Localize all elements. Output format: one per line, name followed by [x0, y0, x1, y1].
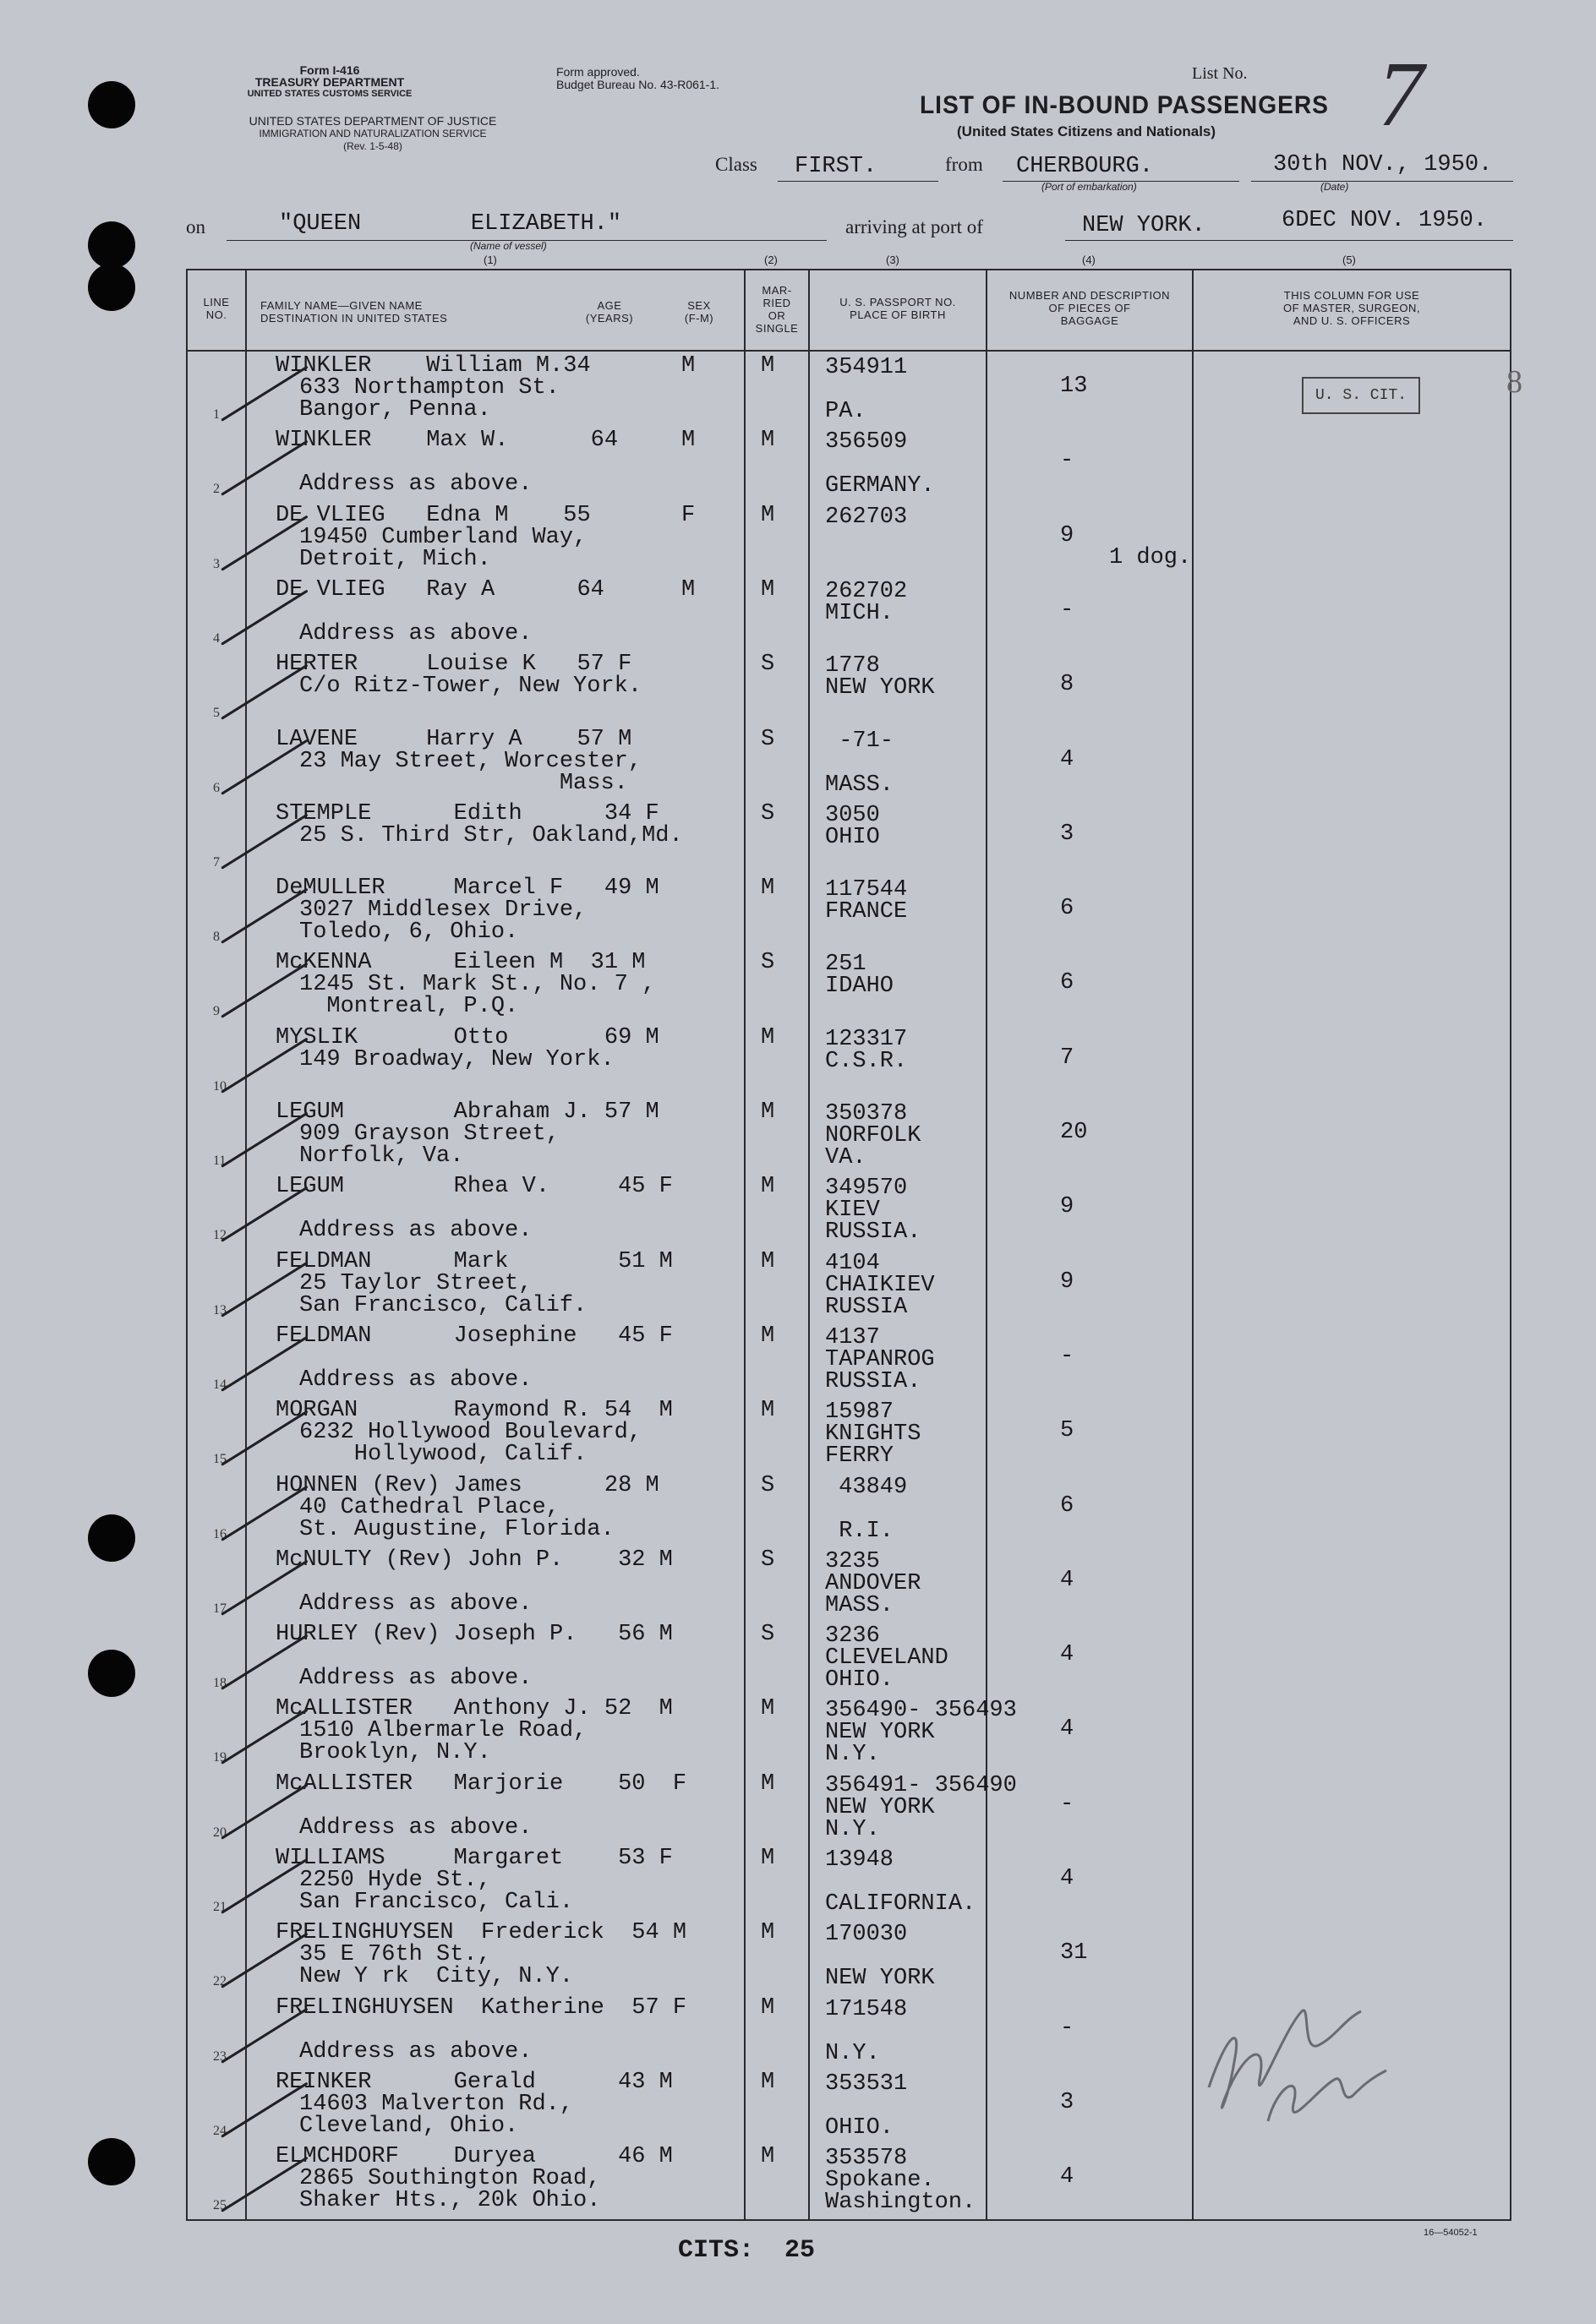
address-line: 3027 Middlesex Drive, — [299, 897, 588, 923]
arrival-port-underline — [1065, 240, 1276, 241]
passenger-name: MORGAN Raymond R. 54 M — [276, 1398, 673, 1423]
birthplace-line: FERRY — [825, 1443, 894, 1469]
check-mark — [221, 366, 308, 422]
address-line: 149 Broadway, New York. — [299, 1047, 615, 1072]
address-line: Brooklyn, N.Y. — [299, 1740, 491, 1765]
check-mark — [221, 664, 308, 720]
address-line: Address as above. — [299, 1367, 533, 1393]
arrival-date: 6DEC NOV. 1950. — [1282, 208, 1488, 233]
marital-status: S — [761, 1622, 775, 1647]
birthplace-line: RUSSIA. — [825, 1369, 921, 1394]
passport-number: 350378 — [825, 1101, 908, 1127]
birthplace-line: CLEVELAND — [825, 1645, 948, 1671]
passenger-name: ELMCHDORF Duryea 46 M — [276, 2144, 673, 2169]
passenger-name: WINKLER Max W. 64 — [276, 428, 619, 453]
column-number: (2) — [764, 254, 778, 266]
marital-status: M — [761, 1846, 775, 1871]
passport-number: 354911 — [825, 355, 908, 380]
table-row — [0, 1473, 1596, 1547]
col-header-age: AGE (YEARS) — [585, 299, 634, 325]
address-line: 25 Taylor Street, — [299, 1271, 533, 1296]
passport-number: 171548 — [825, 1997, 908, 2022]
birthplace-line: RUSSIA — [825, 1295, 908, 1320]
port-caption: (Port of embarkation) — [1041, 181, 1137, 193]
table-row — [0, 1174, 1596, 1248]
birthplace-line: OHIO. — [825, 2115, 894, 2141]
address-line: 633 Northampton St. — [299, 375, 560, 401]
line-number: 7 — [213, 855, 220, 870]
birthplace-line: R.I. — [825, 1519, 894, 1544]
passenger-name: STEMPLE Edith 34 F — [276, 801, 659, 826]
official-signature — [1175, 1961, 1395, 2147]
baggage-count: - — [1060, 2016, 1074, 2041]
address-line: Address as above. — [299, 1815, 533, 1841]
check-mark — [221, 739, 308, 795]
passport-number: 356490- 356493 — [825, 1698, 1017, 1723]
passport-number: -71- — [825, 728, 894, 754]
punch-hole — [88, 264, 135, 311]
baggage-count: 9 — [1060, 1194, 1074, 1219]
table-row — [0, 652, 1596, 726]
table-row — [0, 577, 1596, 652]
check-mark — [221, 1262, 308, 1317]
address-line: 1245 St. Mark St., No. 7 , — [299, 972, 656, 997]
check-mark — [221, 2008, 308, 2064]
check-mark — [221, 1634, 308, 1690]
marital-status: S — [761, 1473, 775, 1498]
passenger-name: MYSLIK Otto 69 M — [276, 1025, 659, 1050]
baggage-count: 9 — [1060, 523, 1074, 548]
birthplace-line: MASS. — [825, 1593, 894, 1618]
check-mark — [221, 1410, 308, 1466]
table-row — [0, 1323, 1596, 1398]
check-mark — [221, 516, 308, 571]
passport-number: 43849 — [825, 1475, 908, 1500]
baggage-count: - — [1060, 1792, 1074, 1817]
birthplace-line: GERMANY. — [825, 473, 935, 499]
marital-status: M — [761, 2070, 775, 2095]
table-row — [0, 1846, 1596, 1920]
table-row — [0, 1398, 1596, 1472]
passenger-name: FELDMAN Mark 51 M — [276, 1249, 673, 1274]
birthplace-line: MASS. — [825, 772, 894, 798]
line-number: 8 — [213, 930, 220, 944]
address-line: 2865 Southington Road, — [299, 2166, 601, 2191]
sex-value: M — [681, 428, 696, 453]
address-line: Cleveland, Ohio. — [299, 2114, 519, 2139]
sex-value: M — [681, 353, 696, 379]
passport-number: 1778 — [825, 653, 880, 679]
table-row — [0, 727, 1596, 801]
baggage-count: 20 — [1060, 1120, 1088, 1145]
baggage-count: - — [1060, 448, 1074, 473]
form-approved-block: Form approved. Budget Bureau No. 43-R061-1. — [556, 65, 720, 91]
birthplace-line: KNIGHTS — [825, 1421, 921, 1447]
baggage-count: 4 — [1060, 1716, 1074, 1742]
passenger-name: FRELINGHUYSEN Frederick 54 M — [276, 1920, 687, 1945]
birthplace-line: NEW YORK — [825, 1966, 935, 1991]
arrival-date-underline — [1268, 240, 1513, 241]
marital-status: M — [761, 1099, 775, 1125]
arriving-label: arriving at port of — [845, 216, 983, 237]
check-mark — [221, 1336, 308, 1392]
birthplace-line: IDAHO — [825, 974, 894, 999]
table-row — [0, 801, 1596, 876]
address-line: Detroit, Mich. — [299, 547, 491, 572]
birthplace-line: OHIO. — [825, 1667, 894, 1693]
birthplace-line: FRANCE — [825, 899, 908, 925]
address-line: 14603 Malverton Rd., — [299, 2092, 574, 2117]
address-line: Norfolk, Va. — [299, 1143, 464, 1169]
address-line: 1510 Albermarle Road, — [299, 1718, 588, 1743]
line-number: 9 — [213, 1004, 220, 1018]
col-header-passport: U. S. PASSPORT NO. PLACE OF BIRTH — [839, 296, 956, 321]
margin-note: 8 — [1506, 364, 1522, 400]
baggage-count: 6 — [1060, 1493, 1074, 1519]
baggage-count: 5 — [1060, 1418, 1074, 1443]
passenger-name: HERTER Louise K 57 F — [276, 652, 632, 677]
passport-number: 123317 — [825, 1027, 908, 1052]
address-line: 19450 Cumberland Way, — [299, 525, 588, 550]
birthplace-line: VA. — [825, 1145, 866, 1170]
line-number: 16 — [213, 1527, 227, 1541]
marital-status: S — [761, 727, 775, 752]
birthplace-line: N.Y. — [825, 1742, 880, 1767]
line-number: 14 — [213, 1377, 227, 1392]
baggage-count: 7 — [1060, 1045, 1074, 1071]
passenger-name: LEGUM Rhea V. 45 F — [276, 1174, 673, 1199]
address-line: Toledo, 6, Ohio. — [299, 919, 519, 945]
address-line: Montreal, P.Q. — [299, 994, 519, 1019]
passport-number: 251 — [825, 952, 866, 977]
check-mark — [221, 814, 308, 870]
passenger-name: WINKLER William M.34 — [276, 353, 591, 379]
passenger-name: FELDMAN Josephine 45 F — [276, 1323, 673, 1349]
check-mark — [221, 590, 308, 646]
col-header-officers: THIS COLUMN FOR USE OF MASTER, SURGEON, AND U. S. OFFICERS — [1283, 289, 1420, 327]
address-line: Address as above. — [299, 1591, 533, 1617]
table-bottom-rule — [186, 2219, 1510, 2221]
birthplace-line: CALIFORNIA. — [825, 1891, 976, 1917]
check-mark — [221, 888, 308, 944]
birthplace-line: CHAIKIEV — [825, 1273, 935, 1298]
col-header-married: MAR- RIED OR SINGLE — [755, 284, 799, 335]
marital-status: M — [761, 2144, 775, 2169]
passenger-name: McALLISTER Anthony J. 52 M — [276, 1696, 673, 1721]
column-number: (1) — [484, 254, 497, 266]
birthplace-line: MICH. — [825, 601, 894, 626]
line-number: 22 — [213, 1974, 227, 1988]
line-number: 17 — [213, 1601, 227, 1616]
marital-status: M — [761, 503, 775, 528]
marital-status: M — [761, 428, 775, 453]
list-no-label: List No. — [1192, 64, 1248, 83]
passenger-name: REINKER Gerald 43 M — [276, 2070, 673, 2095]
baggage-count: 6 — [1060, 970, 1074, 996]
form-id-block: Form I-416 TREASURY DEPARTMENT UNITED STATES CUSTOMS SERVICE — [247, 63, 413, 99]
address-line: Mass. — [299, 771, 628, 796]
address-line: Address as above. — [299, 1218, 533, 1243]
class-label: Class — [715, 154, 757, 175]
table-row — [0, 876, 1596, 950]
passenger-name: McNULTY (Rev) John P. 32 M — [276, 1547, 673, 1573]
passenger-name: LAVENE Harry A 57 M — [276, 727, 632, 752]
marital-status: M — [761, 1995, 775, 2021]
address-line: New Y rk City, N.Y. — [299, 1964, 574, 1989]
birthplace-line: RUSSIA. — [825, 1219, 921, 1245]
marital-status: M — [761, 1323, 775, 1349]
document-subtitle: (United States Citizens and Nationals) — [957, 123, 1216, 139]
passenger-name: HURLEY (Rev) Joseph P. 56 M — [276, 1622, 673, 1647]
table-top-rule — [186, 269, 1510, 270]
address-line: St. Augustine, Florida. — [299, 1517, 615, 1542]
address-line: C/o Ritz-Tower, New York. — [299, 674, 642, 699]
passport-number: 3235 — [825, 1549, 880, 1574]
marital-status: M — [761, 1174, 775, 1199]
baggage-count: 4 — [1060, 2164, 1074, 2190]
passport-number: 356491- 356490 — [825, 1773, 1017, 1798]
birthplace-line: C.S.R. — [825, 1049, 908, 1074]
line-number: 19 — [213, 1750, 227, 1765]
passport-number: 170030 — [825, 1922, 908, 1947]
table-row — [0, 1547, 1596, 1622]
line-number: 2 — [213, 482, 220, 496]
line-number: 18 — [213, 1676, 227, 1690]
class-underline — [778, 181, 938, 182]
baggage-count: 9 — [1060, 1269, 1074, 1295]
address-line: 2250 Hyde St., — [299, 1868, 491, 1893]
passenger-name: McKENNA Eileen M 31 M — [276, 950, 646, 975]
baggage-count: 4 — [1060, 1642, 1074, 1667]
check-mark — [221, 1784, 308, 1840]
address-line: San Francisco, Calif. — [299, 1293, 588, 1318]
us-citizen-stamp: U. S. CIT. — [1302, 377, 1420, 414]
table-header-rule — [186, 350, 1510, 352]
col-header-baggage: NUMBER AND DESCRIPTION OF PIECES OF BAGGAGE — [1008, 289, 1171, 327]
column-number: (3) — [886, 254, 899, 266]
marital-status: M — [761, 1398, 775, 1423]
birthplace-line: Washington. — [825, 2190, 976, 2215]
baggage-count: 31 — [1060, 1940, 1088, 1966]
line-number: 5 — [213, 706, 220, 720]
column-number: (4) — [1082, 254, 1096, 266]
marital-status: M — [761, 1025, 775, 1050]
table-row — [0, 950, 1596, 1024]
address-line: Address as above. — [299, 472, 533, 497]
address-line: 23 May Street, Worcester, — [299, 749, 642, 774]
passport-number: 15987 — [825, 1399, 894, 1425]
sex-value: M — [681, 577, 696, 603]
baggage-count: 6 — [1060, 896, 1074, 921]
line-number: 12 — [213, 1228, 227, 1242]
check-mark — [221, 963, 308, 1018]
date-caption: (Date) — [1320, 181, 1349, 193]
class-value: FIRST. — [795, 154, 877, 179]
passport-number: 356509 — [825, 429, 908, 455]
check-mark — [221, 1933, 308, 1988]
line-number: 15 — [213, 1452, 227, 1466]
baggage-note: 1 dog. — [1109, 545, 1192, 570]
birthplace-line: TAPANROG — [825, 1347, 935, 1372]
birthplace-line: N.Y. — [825, 2041, 880, 2066]
passport-number: 262702 — [825, 579, 908, 604]
line-number: 25 — [213, 2198, 227, 2212]
sex-value: F — [681, 503, 696, 528]
baggage-count: 13 — [1060, 374, 1088, 399]
baggage-count: 8 — [1060, 672, 1074, 697]
address-line: San Francisco, Cali. — [299, 1890, 574, 1915]
marital-status: M — [761, 1920, 775, 1945]
passport-number: 4137 — [825, 1325, 880, 1350]
baggage-count: 3 — [1060, 2090, 1074, 2115]
passenger-name: DeMULLER Marcel F 49 M — [276, 876, 659, 901]
marital-status: M — [761, 353, 775, 379]
passenger-name: FRELINGHUYSEN Katherine 57 F — [276, 1995, 687, 2021]
departure-date: 30th NOV., 1950. — [1273, 152, 1493, 177]
address-line: Hollywood, Calif. — [299, 1442, 588, 1467]
passport-number: 13948 — [825, 1847, 894, 1873]
address-line: 40 Cathedral Place, — [299, 1495, 560, 1520]
marital-status: M — [761, 1696, 775, 1721]
line-number: 21 — [213, 1900, 227, 1914]
marital-status: M — [761, 1249, 775, 1274]
passport-number: 262703 — [825, 505, 908, 530]
passport-number: 3236 — [825, 1623, 880, 1649]
baggage-count: - — [1060, 597, 1074, 623]
department-block: UNITED STATES DEPARTMENT OF JUSTICE IMMIGRATION AND NATURALIZATION SERVICE (Rev. 1-5-48) — [249, 114, 497, 152]
col-header-sex: SEX (F-M) — [684, 299, 714, 325]
list-no-value: 7 — [1369, 42, 1434, 145]
check-mark — [221, 1486, 308, 1541]
form-code: 16—54052-1 — [1424, 2228, 1478, 2238]
col-header-line-no: LINE NO. — [203, 296, 230, 321]
table-row — [0, 503, 1596, 577]
birthplace-line: ANDOVER — [825, 1571, 921, 1596]
line-number: 13 — [213, 1303, 227, 1317]
passenger-name: DE VLIEG Edna M 55 — [276, 503, 591, 528]
col-header-name: FAMILY NAME—GIVEN NAME DESTINATION IN UNITED STATES — [260, 299, 448, 325]
passenger-name: McALLISTER Marjorie 50 F — [276, 1771, 687, 1797]
citizen-count: CITS: 25 — [678, 2236, 816, 2265]
address-line: Address as above. — [299, 2039, 533, 2065]
from-value: CHERBOURG. — [1016, 154, 1154, 179]
table-row — [0, 1622, 1596, 1696]
line-number: 1 — [213, 407, 220, 422]
table-row — [0, 2144, 1596, 2218]
birthplace-line: KIEV — [825, 1197, 880, 1223]
line-number: 3 — [213, 557, 220, 571]
birthplace-line: NORFOLK — [825, 1123, 921, 1148]
marital-status: M — [761, 577, 775, 603]
table-row — [0, 1696, 1596, 1770]
line-number: 11 — [213, 1154, 227, 1168]
birthplace-line: PA. — [825, 399, 866, 424]
line-number: 23 — [213, 2049, 227, 2064]
address-line: Address as above. — [299, 1666, 533, 1691]
marital-status: S — [761, 801, 775, 826]
check-mark — [221, 1858, 308, 1914]
address-line: Bangor, Penna. — [299, 397, 491, 423]
check-mark — [221, 2082, 308, 2138]
passport-number: 3050 — [825, 803, 880, 828]
passenger-name: HONNEN (Rev) James 28 M — [276, 1473, 659, 1498]
passport-number: 353578 — [825, 2146, 908, 2171]
marital-status: M — [761, 1771, 775, 1797]
birthplace-line: NEW YORK — [825, 1720, 935, 1745]
passenger-name: DE VLIEG Ray A 64 — [276, 577, 604, 603]
table-row — [0, 353, 1596, 428]
passport-number: 349570 — [825, 1176, 908, 1201]
table-row — [0, 1099, 1596, 1174]
arrival-port: NEW YORK. — [1082, 213, 1205, 238]
passenger-name: WILLIAMS Margaret 53 F — [276, 1846, 673, 1871]
address-line: 25 S. Third Str, Oakland,Md. — [299, 823, 683, 848]
table-row — [0, 428, 1596, 502]
from-label: from — [945, 154, 983, 175]
punch-hole — [88, 221, 135, 269]
check-mark — [221, 1038, 308, 1094]
passport-number: 353531 — [825, 2071, 908, 2097]
birthplace-line: OHIO — [825, 825, 880, 850]
punch-hole — [88, 81, 135, 128]
column-number: (5) — [1342, 254, 1356, 266]
vessel-caption: (Name of vessel) — [470, 240, 547, 252]
table-row — [0, 1025, 1596, 1099]
check-mark — [221, 1709, 308, 1765]
check-mark — [221, 1112, 308, 1168]
baggage-count: 3 — [1060, 821, 1074, 847]
marital-status: S — [761, 652, 775, 677]
line-number: 20 — [213, 1825, 227, 1840]
baggage-count: 4 — [1060, 747, 1074, 772]
birthplace-line: NEW YORK — [825, 675, 935, 701]
vessel-name: "QUEEN ELIZABETH." — [279, 211, 622, 237]
address-line: 35 E 76th St., — [299, 1942, 491, 1967]
marital-status: S — [761, 950, 775, 975]
date-underline — [1251, 181, 1513, 182]
on-label: on — [186, 216, 205, 237]
passport-number: 4104 — [825, 1251, 880, 1276]
address-line: 909 Grayson Street, — [299, 1121, 560, 1147]
check-mark — [221, 1187, 308, 1242]
birthplace-line: N.Y. — [825, 1817, 880, 1842]
baggage-count: 4 — [1060, 1866, 1074, 1891]
address-line: Shaker Hts., 20k Ohio. — [299, 2188, 601, 2213]
check-mark — [221, 2157, 308, 2212]
address-line: 6232 Hollywood Boulevard, — [299, 1420, 642, 1445]
check-mark — [221, 440, 308, 496]
birthplace-line: Spokane. — [825, 2168, 935, 2193]
passport-number: 117544 — [825, 877, 908, 903]
line-number: 4 — [213, 631, 220, 646]
passenger-name: LEGUM Abraham J. 57 M — [276, 1099, 659, 1125]
document-title: LIST OF IN-BOUND PASSENGERS — [920, 91, 1329, 119]
address-line: Address as above. — [299, 621, 533, 646]
table-row — [0, 1771, 1596, 1846]
line-number: 24 — [213, 2124, 227, 2138]
check-mark — [221, 1560, 308, 1616]
line-number: 6 — [213, 781, 220, 795]
birthplace-line: NEW YORK — [825, 1795, 935, 1820]
marital-status: S — [761, 1547, 775, 1573]
table-row — [0, 1249, 1596, 1323]
baggage-count: - — [1060, 1344, 1074, 1369]
marital-status: M — [761, 876, 775, 901]
line-number: 10 — [213, 1079, 227, 1094]
baggage-count: 4 — [1060, 1568, 1074, 1593]
